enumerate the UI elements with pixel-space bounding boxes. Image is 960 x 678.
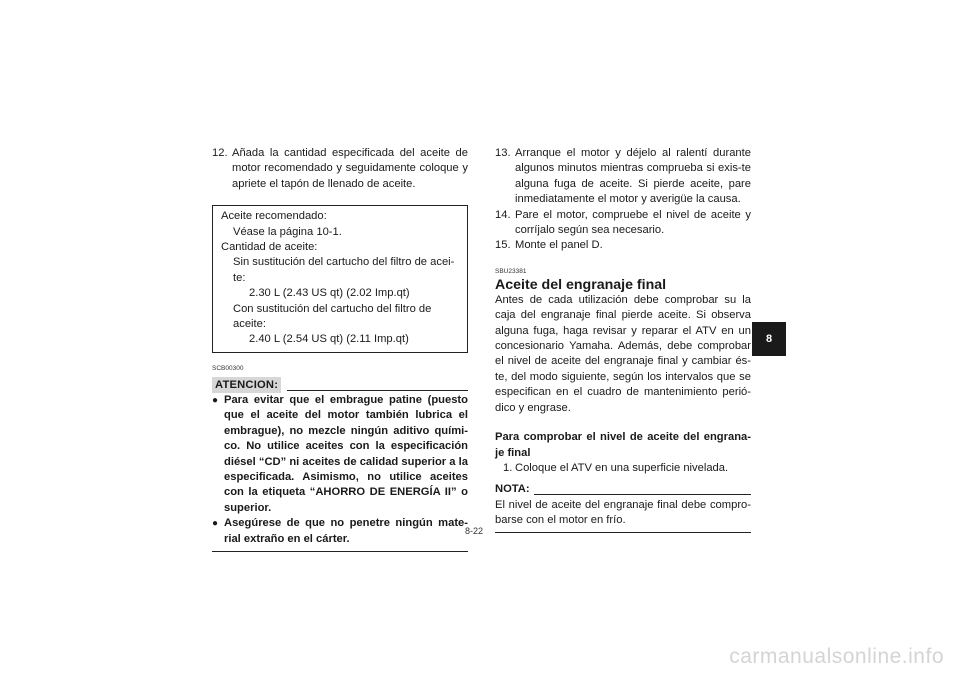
bullet-icon: ● xyxy=(212,518,219,530)
subheading: Para comprobar el nivel de aceite del engrana-je final xyxy=(495,431,751,459)
oil-spec-box xyxy=(212,205,468,353)
caution-bullet xyxy=(212,516,468,547)
nota-end-rule xyxy=(495,532,751,533)
caution-end-rule xyxy=(212,551,468,552)
section-title: Aceite del engranaje final xyxy=(495,276,667,293)
page-number: 8-22 xyxy=(465,526,484,536)
step-text: Añada la cantidad especificada del aceite de motor recomendado y seguidamente coloque y apriete el tapón de llenado de aceite. xyxy=(232,147,468,190)
right-column xyxy=(495,146,751,533)
step-12 xyxy=(212,146,468,192)
nota-rule xyxy=(534,494,751,495)
bullet-text: Asegúrese de que no penetre ningún mate-rial extraño en el cárter. xyxy=(224,517,468,545)
step-15 xyxy=(495,238,751,253)
bullet-text: Para evitar que el embrague patine (puesto que el aceite del motor también lubrica el embrague), no mezcle ningún aditivo quími-co. No utilice aceites con la especificación diésel “CD” ni aceites de calidad superior a la especificada. Asimismo, no utilice aceites con la etiqueta “AHORRO DE ENERGÍA II” o superior. xyxy=(224,393,468,514)
step-number: 13. xyxy=(495,147,511,159)
caution-code: SCB00300 xyxy=(212,364,244,372)
spec-line: 2.30 L (2.43 US qt) (2.02 Imp.qt) xyxy=(249,287,410,300)
nota-header xyxy=(495,482,751,497)
spec-line: 2.40 L (2.54 US qt) (2.11 Imp.qt) xyxy=(249,333,409,346)
watermark: carmanualsonline.info xyxy=(729,645,944,668)
step-number: 1. xyxy=(503,461,513,474)
caution-bullet xyxy=(212,393,468,516)
spec-line: te: xyxy=(233,271,246,284)
caution-rule xyxy=(287,390,468,391)
left-column xyxy=(212,146,468,552)
step-text: Pare el motor, compruebe el nivel de aceite y corríjalo según sea necesario. xyxy=(515,208,751,237)
step-number: 15. xyxy=(495,239,511,252)
step-text: Monte el panel D. xyxy=(515,239,603,252)
spec-line: Sin sustitución del cartucho del filtro de acei- xyxy=(233,256,455,269)
chapter-tab: 8 xyxy=(752,322,786,356)
spec-line: Véase la página 10-1. xyxy=(233,225,342,238)
step-text: Arranque el motor y déjelo al ralentí durante algunos minutos mientras comprueba si exis-te alguna fuga de aceite. Si pierde aceite, pare inmediatamente el motor y averigüe la causa. xyxy=(515,147,751,206)
step-text: Coloque el ATV en una superficie nivelada. xyxy=(515,461,729,474)
step-number: 12. xyxy=(212,147,228,159)
caution-header xyxy=(212,373,468,393)
spec-line: Cantidad de aceite: xyxy=(221,241,318,254)
caution-label: ATENCION: xyxy=(212,377,281,393)
spec-line: aceite: xyxy=(233,318,266,331)
step-13 xyxy=(495,146,751,208)
nota-text: El nivel de aceite del engranaje final debe compro-barse con el motor en frío. xyxy=(495,498,751,527)
section-code: SBU23381 xyxy=(495,267,527,275)
bullet-icon: ● xyxy=(212,394,219,406)
spec-line: Con sustitución del cartucho del filtro de xyxy=(233,302,432,315)
section-paragraph: Antes de cada utilización debe comprobar su la caja del engranaje final pierde aceite. Si observa alguna fuga, haga revisar y reparar el ATV en un concesionario Yamaha. Además, debe comprobar el nivel de aceite del engranaje final y cambiar és-te, del modo siguiente, según los intervalos que se especifican en el cuadro de mantenimiento perió-dico y engrase. xyxy=(495,293,751,414)
spec-line: Aceite recomendado: xyxy=(221,210,327,223)
step-number: 14. xyxy=(495,208,511,221)
nota-label: NOTA: xyxy=(495,483,530,496)
step-1 xyxy=(495,461,751,476)
step-14 xyxy=(495,208,751,239)
